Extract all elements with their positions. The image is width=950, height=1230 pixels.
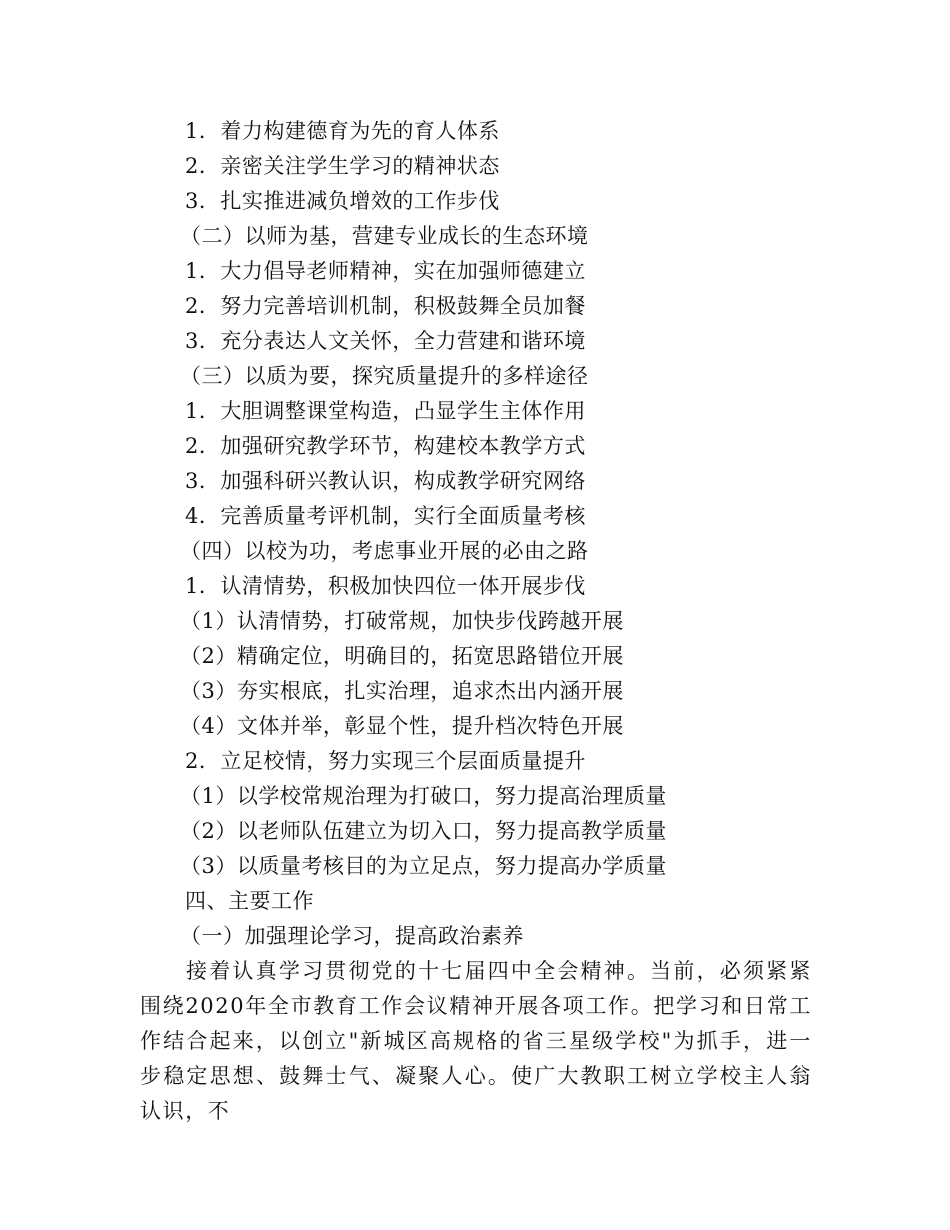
section-heading: （二）以师为基，营建专业成长的生态环境 (180, 224, 589, 248)
list-item: 3．扎实推进减负增效的工作步伐 (185, 189, 500, 213)
list-item: 1．大胆调整课堂构造，凸显学生主体作用 (185, 399, 586, 423)
sub-list-item: （3）以质量考核目的为立足点，努力提高办学质量 (180, 854, 667, 878)
list-item: 2．加强研究教学环节，构建校本教学方式 (185, 434, 586, 458)
list-item: 4．完善质量考评机制，实行全面质量考核 (185, 504, 586, 528)
sub-list-item: （3）夯实根底，扎实治理，追求杰出内涵开展 (180, 679, 624, 703)
list-item: 1．大力倡导老师精神，实在加强师德建立 (185, 259, 586, 283)
list-item: 2．努力完善培训机制，积极鼓舞全员加餐 (185, 294, 586, 318)
sub-list-item: （2）精确定位，明确目的，拓宽思路错位开展 (180, 644, 624, 668)
body-paragraph: 接着认真学习贯彻党的十七届四中全会精神。当前，必须紧紧围绕2020年全市教育工作会议精神开展各项工作。把学习和日常工作结合起来，以创立"新城区高规格的省三星级学校"为抓手，进一步稳定思想、鼓舞士气、凝聚人心。使广大教职工树立学校主人翁认识，不 (140, 959, 812, 1123)
sub-list-item: （1）认清情势，打破常规，加快步伐跨越开展 (180, 609, 624, 633)
list-item: 2．立足校情，努力实现三个层面质量提升 (185, 749, 586, 773)
list-item: 3．充分表达人文关怀，全力营建和谐环境 (185, 329, 586, 353)
chapter-heading: 四、主要工作 (185, 889, 314, 913)
list-item: 3．加强科研兴教认识，构成教学研究网络 (185, 469, 586, 493)
section-heading: （一）加强理论学习，提高政治素养 (180, 924, 524, 948)
section-heading: （三）以质为要，探究质量提升的多样途径 (180, 364, 589, 388)
list-item: 1．着力构建德育为先的育人体系 (185, 119, 500, 143)
list-item: 2．亲密关注学生学习的精神状态 (185, 154, 500, 178)
list-item: 1．认清情势，积极加快四位一体开展步伐 (185, 574, 586, 598)
sub-list-item: （2）以老师队伍建立为切入口，努力提高教学质量 (180, 819, 667, 843)
section-heading: （四）以校为功，考虑事业开展的必由之路 (180, 539, 589, 563)
sub-list-item: （4）文体并举，彰显个性，提升档次特色开展 (180, 714, 624, 738)
sub-list-item: （1）以学校常规治理为打破口，努力提高治理质量 (180, 784, 667, 808)
